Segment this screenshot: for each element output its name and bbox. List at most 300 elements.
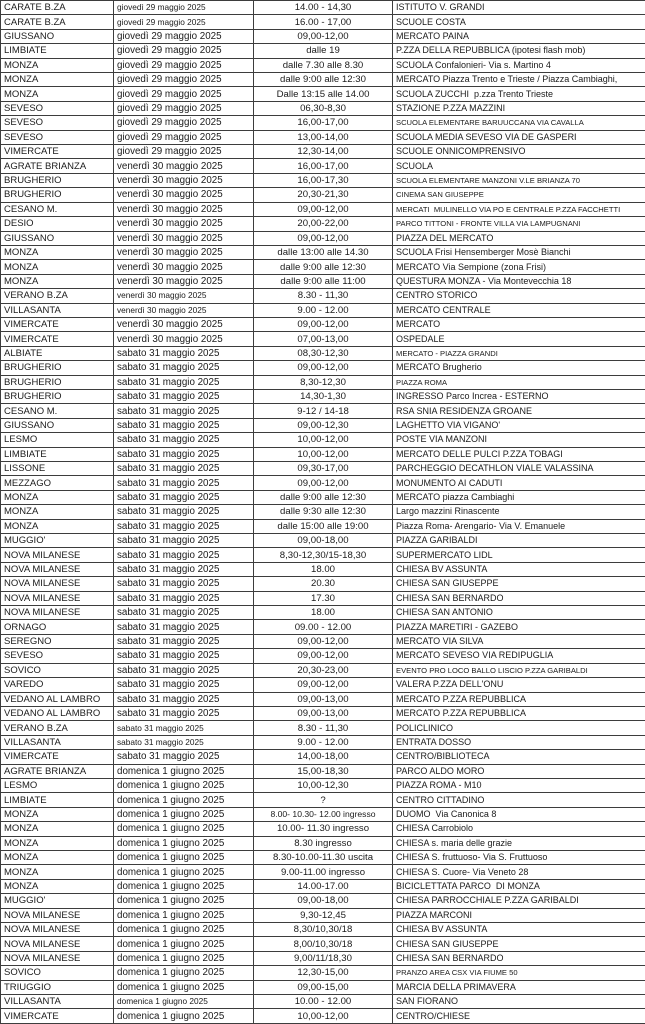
cell-time: Dalle 13:15 alle 14.00 [254,87,393,101]
table-row [1,361,645,375]
cell-town: NOVA MILANESE [1,951,114,965]
cell-location: PIAZZA DEL MERCATO [393,231,645,245]
cell-town: GIUSSANO [1,29,114,43]
cell-date: sabato 31 maggio 2025 [114,577,254,591]
cell-date: domenica 1 giugno 2025 [114,807,254,821]
table-row [1,793,645,807]
cell-time: 14,00-18,00 [254,750,393,764]
cell-time: 09,00-12,00 [254,649,393,663]
table-row [1,908,645,922]
cell-location: SCUOLA Frisi Hensemberger Mosè Bianchi [393,245,645,259]
table-row [1,822,645,836]
table-row [1,217,645,231]
cell-location: QUESTURA MONZA - Via Montevecchia 18 [393,274,645,288]
table-row [1,245,645,259]
cell-time: 12,30-15,00 [254,966,393,980]
cell-date: venerdì 30 maggio 2025 [114,217,254,231]
table-row [1,462,645,476]
cell-time: 09,00-18,00 [254,534,393,548]
table-row [1,15,645,29]
cell-date: sabato 31 maggio 2025 [114,562,254,576]
cell-date: sabato 31 maggio 2025 [114,706,254,720]
cell-location: POLICLINICO [393,721,645,735]
cell-town: LIMBIATE [1,44,114,58]
cell-location: MERCATO DELLE PULCI P.ZZA TOBAGI [393,447,645,461]
table-row [1,778,645,792]
cell-location: MARCIA DELLA PRIMAVERA [393,980,645,994]
cell-location: Largo mazzini Rinascente [393,505,645,519]
cell-town: BRUGHERIO [1,173,114,187]
cell-location: VALERA P.ZZA DELL'ONU [393,678,645,692]
cell-town: VIMERCATE [1,317,114,331]
cell-date: sabato 31 maggio 2025 [114,375,254,389]
cell-time: 09,00-12,30 [254,418,393,432]
cell-date: domenica 1 giugno 2025 [114,865,254,879]
cell-location: MERCATO P.ZZA REPUBBLICA [393,706,645,720]
cell-location: MERCATO piazza Cambiaghi [393,490,645,504]
cell-location: PIAZZA ROMA - M10 [393,778,645,792]
cell-time: 8,30/10,30/18 [254,923,393,937]
table-row [1,433,645,447]
cell-location: CHIESA SAN BERNARDO [393,591,645,605]
table-row [1,606,645,620]
cell-location: SUPERMERCATO LIDL [393,548,645,562]
table-row [1,735,645,749]
cell-time: 09,00-12,00 [254,678,393,692]
cell-location: PARCO TITTONI - FRONTE VILLA VIA LAMPUGNANI [393,217,645,231]
cell-location: MERCATO PAINA [393,29,645,43]
cell-town: ALBIATE [1,346,114,360]
cell-time: 9-12 / 14-18 [254,404,393,418]
cell-date: venerdì 30 maggio 2025 [114,317,254,331]
cell-time: 10,00-12,00 [254,1009,393,1023]
cell-location: SCUOLA MEDIA SEVESO VIA DE GASPERI [393,130,645,144]
cell-town: SOVICO [1,663,114,677]
cell-town: LESMO [1,433,114,447]
cell-town: MONZA [1,836,114,850]
cell-time: 09,00-12,00 [254,634,393,648]
cell-time: 09,00-13,00 [254,692,393,706]
cell-location: SCUOLA [393,159,645,173]
cell-time: 18.00 [254,606,393,620]
table-row [1,159,645,173]
cell-town: VIMERCATE [1,1009,114,1023]
cell-town: NOVA MILANESE [1,606,114,620]
cell-time: dalle 7.30 alle 8.30 [254,58,393,72]
cell-location: SCUOLE COSTA [393,15,645,29]
cell-location: CHIESA S. fruttuoso- Via S. Fruttuoso [393,850,645,864]
cell-town: SEVESO [1,130,114,144]
cell-date: domenica 1 giugno 2025 [114,793,254,807]
cell-town: MEZZAGO [1,476,114,490]
cell-date: domenica 1 giugno 2025 [114,879,254,893]
cell-date: domenica 1 giugno 2025 [114,980,254,994]
cell-time: 09,00-12,00 [254,317,393,331]
table-row [1,649,645,663]
cell-town: AGRATE BRIANZA [1,159,114,173]
cell-location: ISTITUTO V. GRANDI [393,1,645,15]
cell-date: sabato 31 maggio 2025 [114,519,254,533]
cell-date: domenica 1 giugno 2025 [114,894,254,908]
cell-time: dalle 9:00 alle 12:30 [254,260,393,274]
table-row [1,807,645,821]
cell-location: SCUOLA ELEMENTARE BARUUCCANA VIA CAVALLA [393,116,645,130]
cell-date: giovedì 29 maggio 2025 [114,87,254,101]
cell-date: sabato 31 maggio 2025 [114,505,254,519]
cell-time: 20,30-21,30 [254,188,393,202]
cell-location: CINEMA SAN GIUSEPPE [393,188,645,202]
cell-date: giovedì 29 maggio 2025 [114,145,254,159]
cell-location: SCUOLA ELEMENTARE MANZONI V.LE BRIANZA 70 [393,173,645,187]
cell-date: venerdì 30 maggio 2025 [114,274,254,288]
cell-date: sabato 31 maggio 2025 [114,678,254,692]
table-row [1,447,645,461]
cell-date: giovedì 29 maggio 2025 [114,15,254,29]
cell-date: venerdì 30 maggio 2025 [114,159,254,173]
cell-location: MERCATO P.ZZA REPUBBLICA [393,692,645,706]
cell-time: 9,30-12,45 [254,908,393,922]
cell-time: 17.30 [254,591,393,605]
cell-time: 09,00-12,00 [254,29,393,43]
table-row [1,145,645,159]
table-row [1,303,645,317]
cell-time: 10.00- 11.30 ingresso [254,822,393,836]
cell-town: MONZA [1,850,114,864]
cell-date: domenica 1 giugno 2025 [114,951,254,965]
cell-time: 07,00-13,00 [254,332,393,346]
cell-date: domenica 1 giugno 2025 [114,923,254,937]
cell-location: PARCHEGGIO DECATHLON VIALE VALASSINA [393,462,645,476]
cell-location: MERCATO Brugherio [393,361,645,375]
cell-location: MERCATO SEVESO VIA REDIPUGLIA [393,649,645,663]
cell-date: sabato 31 maggio 2025 [114,649,254,663]
cell-location: PARCO ALDO MORO [393,764,645,778]
cell-date: domenica 1 giugno 2025 [114,937,254,951]
cell-town: SEREGNO [1,634,114,648]
table-row [1,634,645,648]
cell-date: sabato 31 maggio 2025 [114,663,254,677]
table-row [1,577,645,591]
cell-town: NOVA MILANESE [1,577,114,591]
cell-date: giovedì 29 maggio 2025 [114,73,254,87]
cell-time: 10,00-12,30 [254,778,393,792]
cell-town: MONZA [1,245,114,259]
cell-date: venerdì 30 maggio 2025 [114,260,254,274]
cell-time: 09,00-12,00 [254,202,393,216]
table-row [1,951,645,965]
cell-location: OSPEDALE [393,332,645,346]
cell-time: 09,00-12,00 [254,476,393,490]
cell-date: giovedì 29 maggio 2025 [114,44,254,58]
cell-date: sabato 31 maggio 2025 [114,750,254,764]
cell-location: CHIESA SAN GIUSEPPE [393,937,645,951]
cell-date: sabato 31 maggio 2025 [114,490,254,504]
table-row [1,764,645,778]
table-row [1,850,645,864]
cell-town: GIUSSANO [1,418,114,432]
cell-time: 9.00 - 12.00 [254,303,393,317]
cell-town: SEVESO [1,116,114,130]
table-row [1,58,645,72]
cell-time: 8,30-12,30/15-18,30 [254,548,393,562]
table-row [1,231,645,245]
cell-time: 16,00-17,00 [254,116,393,130]
cell-town: NOVA MILANESE [1,562,114,576]
cell-date: venerdì 30 maggio 2025 [114,231,254,245]
cell-date: domenica 1 giugno 2025 [114,850,254,864]
cell-time: 8.00- 10.30- 12.00 ingresso [254,807,393,821]
cell-town: MONZA [1,879,114,893]
cell-town: VEDANO AL LAMBRO [1,706,114,720]
cell-date: sabato 31 maggio 2025 [114,692,254,706]
table-row [1,562,645,576]
table-row [1,130,645,144]
cell-location: CENTRO STORICO [393,289,645,303]
cell-date: domenica 1 giugno 2025 [114,778,254,792]
cell-town: CESANO M. [1,202,114,216]
cell-town: VIMERCATE [1,750,114,764]
cell-date: sabato 31 maggio 2025 [114,548,254,562]
cell-location: INGRESSO Parco Increa - ESTERNO [393,389,645,403]
table-row [1,678,645,692]
cell-time: dalle 13:00 alle 14.30 [254,245,393,259]
table-row [1,548,645,562]
cell-time: 10,00-12,00 [254,433,393,447]
cell-time: 20,00-22,00 [254,217,393,231]
cell-town: MUGGIO' [1,534,114,548]
cell-date: sabato 31 maggio 2025 [114,591,254,605]
cell-location: PIAZZA ROMA [393,375,645,389]
cell-time: 14.00 - 14,30 [254,1,393,15]
cell-date: domenica 1 giugno 2025 [114,966,254,980]
cell-town: NOVA MILANESE [1,591,114,605]
cell-time: dalle 19 [254,44,393,58]
cell-time: 09,00-12,00 [254,361,393,375]
cell-town: CESANO M. [1,404,114,418]
cell-date: sabato 31 maggio 2025 [114,361,254,375]
cell-town: CARATE B.ZA [1,1,114,15]
cell-town: VILLASANTA [1,995,114,1009]
cell-date: giovedì 29 maggio 2025 [114,101,254,115]
cell-date: domenica 1 giugno 2025 [114,1009,254,1023]
cell-date: sabato 31 maggio 2025 [114,404,254,418]
cell-location: CHIESA SAN ANTONIO [393,606,645,620]
cell-town: VIMERCATE [1,145,114,159]
cell-town: BRUGHERIO [1,361,114,375]
table-row [1,274,645,288]
cell-time: 9.00 - 12.00 [254,735,393,749]
cell-location: MERCATO VIA SILVA [393,634,645,648]
table-row [1,706,645,720]
cell-time: 10.00 - 12.00 [254,995,393,1009]
cell-location: CHIESA PARROCCHIALE P.ZZA GARIBALDI [393,894,645,908]
cell-time: 9.00-11.00 ingresso [254,865,393,879]
table-row [1,29,645,43]
cell-town: SOVICO [1,966,114,980]
cell-date: giovedì 29 maggio 2025 [114,116,254,130]
cell-time: 16.00 - 17,00 [254,15,393,29]
cell-town: MONZA [1,807,114,821]
table-row [1,505,645,519]
cell-date: sabato 31 maggio 2025 [114,433,254,447]
table-row [1,289,645,303]
cell-town: BRUGHERIO [1,375,114,389]
table-row [1,317,645,331]
cell-date: venerdì 30 maggio 2025 [114,303,254,317]
cell-town: MONZA [1,519,114,533]
cell-date: domenica 1 giugno 2025 [114,995,254,1009]
cell-town: MONZA [1,865,114,879]
table-row [1,202,645,216]
cell-time: 15,00-18,30 [254,764,393,778]
cell-date: venerdì 30 maggio 2025 [114,173,254,187]
cell-time: dalle 9:30 alle 12:30 [254,505,393,519]
cell-date: domenica 1 giugno 2025 [114,836,254,850]
cell-location: MERCATO - PIAZZA GRANDI [393,346,645,360]
cell-location: CENTRO CITTADINO [393,793,645,807]
cell-town: VERANO B.ZA [1,289,114,303]
cell-date: venerdì 30 maggio 2025 [114,332,254,346]
cell-town: ORNAGO [1,620,114,634]
cell-date: sabato 31 maggio 2025 [114,634,254,648]
cell-town: NOVA MILANESE [1,937,114,951]
cell-date: domenica 1 giugno 2025 [114,908,254,922]
cell-time: 13,00-14,00 [254,130,393,144]
cell-town: MUGGIO' [1,894,114,908]
cell-date: domenica 1 giugno 2025 [114,764,254,778]
cell-time: 14,30-1,30 [254,389,393,403]
table-row [1,1,645,15]
cell-time: 16,00-17,00 [254,159,393,173]
cell-time: 08,30-12,30 [254,346,393,360]
cell-date: sabato 31 maggio 2025 [114,620,254,634]
cell-location: Piazza Roma- Arengario- Via V. Emanuele [393,519,645,533]
cell-location: POSTE VIA MANZONI [393,433,645,447]
table-row [1,865,645,879]
table-row [1,721,645,735]
cell-town: LIMBIATE [1,447,114,461]
cell-date: venerdì 30 maggio 2025 [114,289,254,303]
table-row [1,490,645,504]
cell-time: 8.30 - 11,30 [254,289,393,303]
cell-location: CHIESA S. Cuore- Via Veneto 28 [393,865,645,879]
cell-time: dalle 15:00 alle 19:00 [254,519,393,533]
table-row [1,260,645,274]
cell-location: CHIESA SAN BERNARDO [393,951,645,965]
cell-town: NOVA MILANESE [1,548,114,562]
cell-time: 8,30-12,30 [254,375,393,389]
table-row [1,346,645,360]
cell-town: VIMERCATE [1,332,114,346]
cell-town: SEVESO [1,101,114,115]
table-row [1,116,645,130]
cell-location: P.ZZA DELLA REPUBBLICA (ipotesi flash mob) [393,44,645,58]
cell-location: MERCATO Piazza Trento e Trieste / Piazza Cambiaghi, [393,73,645,87]
cell-time: ? [254,793,393,807]
cell-time: dalle 9:00 alle 12:30 [254,73,393,87]
cell-date: sabato 31 maggio 2025 [114,606,254,620]
table-row [1,389,645,403]
cell-town: LESMO [1,778,114,792]
cell-location: PIAZZA GARIBALDI [393,534,645,548]
table-row [1,1009,645,1023]
table-row [1,980,645,994]
cell-location: CHIESA s. maria delle grazie [393,836,645,850]
table-row [1,750,645,764]
cell-location: SCUOLA ZUCCHI p.zza Trento Trieste [393,87,645,101]
table-row [1,44,645,58]
cell-date: giovedì 29 maggio 2025 [114,58,254,72]
cell-location: LAGHETTO VIA VIGANO' [393,418,645,432]
cell-time: 8.30-10.00-11.30 uscita [254,850,393,864]
cell-date: venerdì 30 maggio 2025 [114,188,254,202]
cell-date: sabato 31 maggio 2025 [114,462,254,476]
cell-town: MONZA [1,58,114,72]
cell-location: MERCATO [393,317,645,331]
table-row [1,966,645,980]
table-row [1,188,645,202]
table-row [1,73,645,87]
cell-time: 09.00 - 12.00 [254,620,393,634]
cell-location: DUOMO Via Canonica 8 [393,807,645,821]
cell-date: giovedì 29 maggio 2025 [114,130,254,144]
cell-time: 09,00-15,00 [254,980,393,994]
cell-time: 16,00-17,30 [254,173,393,187]
cell-location: MERCATO CENTRALE [393,303,645,317]
cell-town: MONZA [1,274,114,288]
cell-time: 09,00-18,00 [254,894,393,908]
cell-location: SCUOLE ONNICOMPRENSIVO [393,145,645,159]
cell-location: PIAZZA MARETIRI - GAZEBO [393,620,645,634]
cell-location: EVENTO PRO LOCO BALLO LISCIO P.ZZA GARIBALDI [393,663,645,677]
cell-date: sabato 31 maggio 2025 [114,389,254,403]
cell-town: DESIO [1,217,114,231]
table-row [1,375,645,389]
cell-town: BRUGHERIO [1,188,114,202]
table-row [1,332,645,346]
cell-date: sabato 31 maggio 2025 [114,447,254,461]
table-row [1,534,645,548]
cell-town: AGRATE BRIANZA [1,764,114,778]
cell-date: sabato 31 maggio 2025 [114,735,254,749]
cell-town: VILLASANTA [1,735,114,749]
cell-location: PRANZO AREA CSX VIA FIUME 50 [393,966,645,980]
table-row [1,591,645,605]
cell-time: 14.00-17.00 [254,879,393,893]
cell-date: venerdì 30 maggio 2025 [114,245,254,259]
cell-town: MONZA [1,490,114,504]
cell-time: 09,00-13,00 [254,706,393,720]
cell-town: LISSONE [1,462,114,476]
cell-location: RSA SNIA RESIDENZA GROANE [393,404,645,418]
cell-town: VEDANO AL LAMBRO [1,692,114,706]
cell-town: CARATE B.ZA [1,15,114,29]
cell-date: domenica 1 giugno 2025 [114,822,254,836]
cell-town: MONZA [1,505,114,519]
cell-time: 8,00/10,30/18 [254,937,393,951]
cell-town: VERANO B.ZA [1,721,114,735]
cell-location: PIAZZA MARCONI [393,908,645,922]
table-row [1,995,645,1009]
table-row [1,519,645,533]
cell-town: NOVA MILANESE [1,923,114,937]
cell-town: BRUGHERIO [1,389,114,403]
cell-time: 09,30-17,00 [254,462,393,476]
cell-town: TRIUGGIO [1,980,114,994]
table-row [1,923,645,937]
table-row [1,663,645,677]
table-row [1,87,645,101]
